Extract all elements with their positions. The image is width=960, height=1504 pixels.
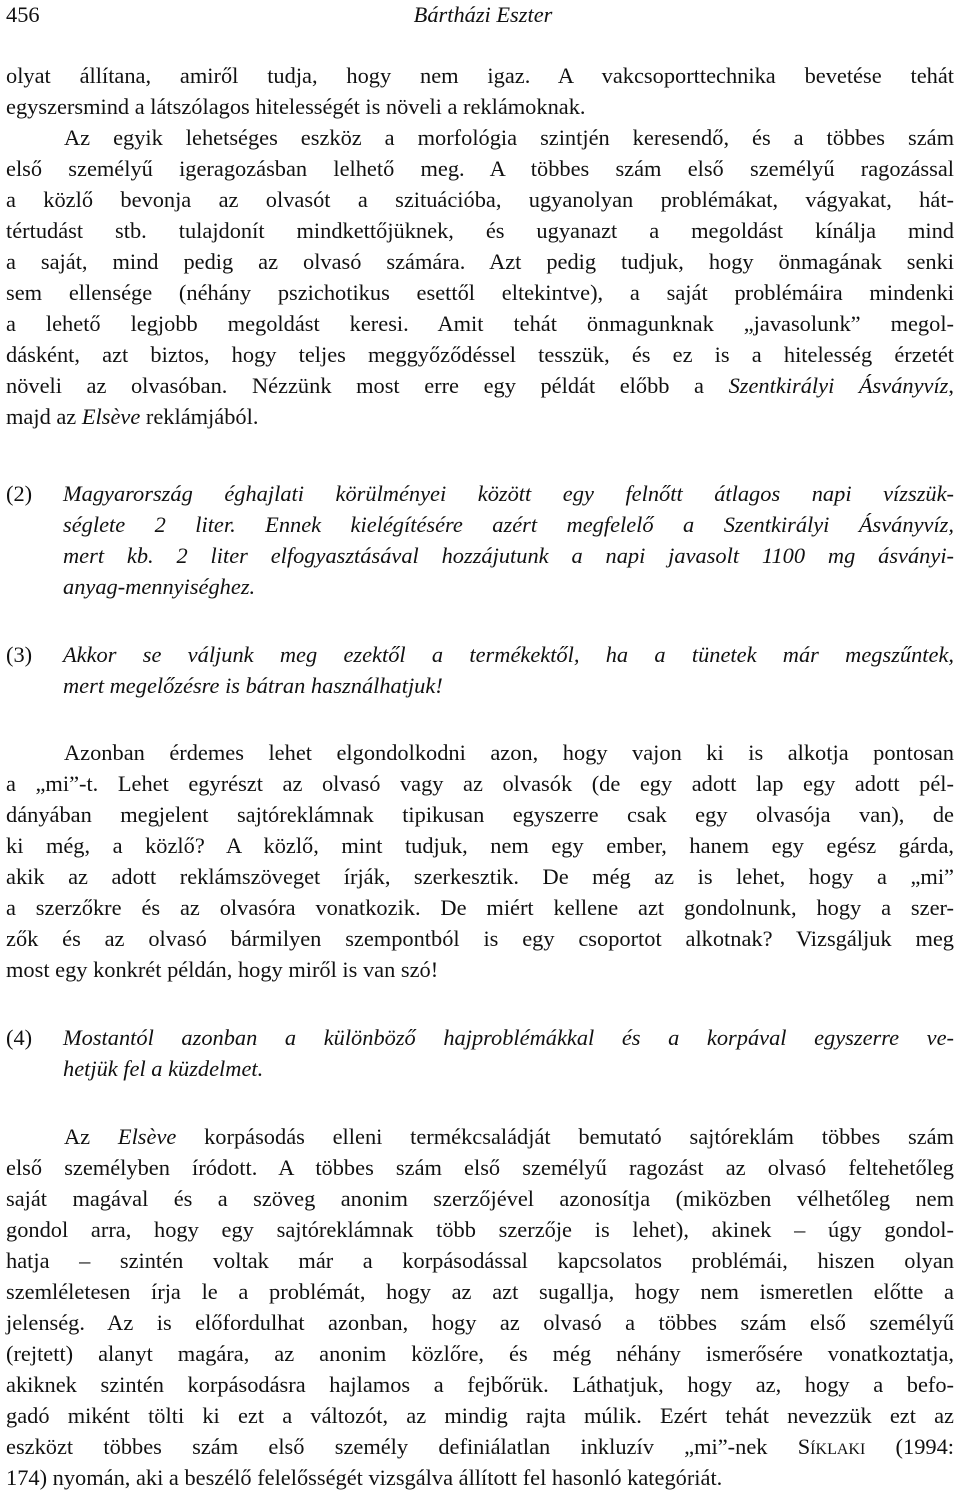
text-span: akiknek szintén korpásodásra hajlamos a fejbőrük. Láthatjuk, hogy az, hogy a befo- bbox=[6, 1372, 954, 1397]
example-number: (4) bbox=[6, 1025, 33, 1050]
italic-text: mert kb. 2 liter elfogyasztásával hozzájutunk a napi javasolt 1100 mg ásványi- bbox=[63, 543, 954, 568]
text-line bbox=[6, 1276, 954, 1307]
text-line bbox=[6, 184, 954, 215]
text-line bbox=[6, 153, 954, 184]
text-line bbox=[6, 60, 954, 91]
text-line bbox=[6, 861, 954, 892]
text-line bbox=[6, 1214, 954, 1245]
text-line bbox=[63, 478, 954, 509]
text-line bbox=[6, 1431, 954, 1462]
text-line bbox=[6, 246, 954, 277]
running-head-author: Bártházi Eszter bbox=[413, 2, 553, 27]
text-line bbox=[6, 339, 954, 370]
italic-text: Magyarország éghajlati körülményei között egy felnőtt átlagos napi vízszük- bbox=[63, 481, 954, 506]
text-span: hatja – szintén voltak már a korpásodással kapcsolatos problémái, hiszen olyan bbox=[6, 1248, 954, 1273]
text-span: (1994: bbox=[865, 1434, 955, 1459]
italic-text: Mostantól azonban a különböző hajproblémákkal és a korpával egyszerre ve- bbox=[63, 1025, 954, 1050]
text-line bbox=[6, 1152, 954, 1183]
text-span: most egy konkrét példán, hogy miről is van szó! bbox=[6, 957, 439, 982]
text-span: zők és az olvasó bármilyen szempontból is egy csoportot alkotnak? Vizsgáljuk meg bbox=[6, 926, 954, 951]
text-line bbox=[63, 509, 954, 540]
text-span: Azonban érdemes lehet elgondolkodni azon, hogy vajon ki is alkotja pontosan bbox=[64, 740, 954, 765]
text-line bbox=[63, 639, 954, 670]
text-span: (rejtett) alanyt magára, az anonim közlőre, és még néhány ismerősére vonatkoztatja, bbox=[6, 1341, 954, 1366]
text-span: majd az bbox=[6, 404, 82, 429]
text-span: ki még, a közlő? A közlő, mint tudjuk, nem egy ember, hanem egy egész gárda, bbox=[6, 833, 954, 858]
text-line bbox=[6, 1307, 954, 1338]
text-span: dányában megjelent sajtóreklámnak tipikusan egyszerre csak egy olvasója van), de bbox=[6, 802, 954, 827]
text-line bbox=[6, 1462, 954, 1493]
text-span: Az bbox=[64, 1124, 118, 1149]
example-number: (3) bbox=[6, 642, 33, 667]
text-line bbox=[6, 954, 954, 985]
text-line bbox=[6, 277, 954, 308]
text-line bbox=[64, 1121, 954, 1152]
text-line bbox=[63, 540, 954, 571]
text-span: egyszersmind a látszólagos hitelességét is növeli a reklámoknak. bbox=[6, 94, 586, 119]
text-line bbox=[6, 91, 954, 122]
text-span: a szerzőkre és az olvasóra vonatkozik. De miért kellene azt gondolnunk, hogy a szer- bbox=[6, 895, 954, 920]
text-span: Az egyik lehetséges eszköz a morfológia szintjén keresendő, és a többes szám bbox=[64, 125, 954, 150]
text-span: saját magával és a szöveg anonim szerzőjével azonosítja (miközben vélhetőleg nem bbox=[6, 1186, 954, 1211]
text-span: sem ellensége (néhány pszichotikus esettől eltekintve), a saját problémáira mindenki bbox=[6, 280, 954, 305]
text-line bbox=[6, 215, 954, 246]
text-span: gadó miként tölti ki ezt a változót, az mindig rajta múlik. Ezért tehát nevezzük ezt az bbox=[6, 1403, 954, 1428]
text-line bbox=[6, 830, 954, 861]
text-line bbox=[64, 737, 954, 768]
text-line bbox=[63, 1022, 954, 1053]
italic-text: anyag-mennyiséghez. bbox=[63, 574, 256, 599]
text-line bbox=[6, 401, 954, 432]
text-span: eszközt többes szám első személy definiálatlan inkluzív „mi”-nek bbox=[6, 1434, 798, 1459]
example-number: (2) bbox=[6, 481, 33, 506]
text-span: első személyben íródott. A többes szám első személyű ragozást az olvasó feltehetőleg bbox=[6, 1155, 954, 1180]
text-line bbox=[6, 1400, 954, 1431]
text-line bbox=[63, 1053, 954, 1084]
text-span: a lehető legjobb megoldást keresi. Amit tehát önmagunknak „javasolunk” megol- bbox=[6, 311, 954, 336]
italic-text: Elsève bbox=[81, 404, 141, 429]
text-line bbox=[6, 923, 954, 954]
text-line bbox=[6, 1245, 954, 1276]
text-span: , bbox=[948, 373, 954, 398]
text-line bbox=[63, 670, 954, 701]
text-line bbox=[6, 799, 954, 830]
page-number: 456 bbox=[6, 2, 40, 27]
text-span: 174) nyomán, aki a beszélő felelősségét vizsgálva állított fel hasonló kategóriát. bbox=[6, 1465, 723, 1490]
text-span: gondol arra, hogy egy sajtóreklámnak több szerzője is lehet), akinek – úgy gondol- bbox=[6, 1217, 954, 1242]
text-span: korpásodás elleni termékcsaládját bemutató sajtóreklám többes szám bbox=[176, 1124, 954, 1149]
text-line bbox=[6, 1369, 954, 1400]
text-span: a saját, mind pedig az olvasó számára. Azt pedig tudjuk, hogy önmagának senki bbox=[6, 249, 954, 274]
text-span: reklámjából. bbox=[140, 404, 259, 429]
italic-text: Szentkirályi Ásványvíz bbox=[728, 373, 949, 398]
text-line bbox=[6, 1183, 954, 1214]
small-caps-text: Síklaki bbox=[797, 1434, 866, 1459]
text-span: növeli az olvasóban. Nézzünk most erre egy példát előbb a bbox=[6, 373, 729, 398]
text-span: a közlő bevonja az olvasót a szituációba, ugyanolyan problémákat, vágyakat, hát- bbox=[6, 187, 954, 212]
text-span: akik az adott reklámszöveget írják, szerkesztik. De még az is lehet, hogy a „mi” bbox=[6, 864, 954, 889]
text-line bbox=[6, 308, 954, 339]
italic-text: Akkor se váljunk meg ezektől a termékektől, ha a tünetek már megszűntek, bbox=[63, 642, 954, 667]
text-span: szemléletesen írja le a problémát, hogy az azt sugallja, hogy nem ismeretlen előtte a bbox=[6, 1279, 954, 1304]
text-span: tértudást stb. tulajdonít mindkettőjüknek, és ugyanazt a megoldást kínálja mind bbox=[6, 218, 954, 243]
italic-text: mert megelőzésre is bátran használhatjuk! bbox=[63, 673, 443, 698]
text-span: a „mi”-t. Lehet egyrészt az olvasó vagy az olvasók (de egy adott lap egy adott pél- bbox=[6, 771, 954, 796]
text-line bbox=[6, 892, 954, 923]
text-span: első személyű igeragozásban lelhető meg. A többes szám első személyű ragozással bbox=[6, 156, 954, 181]
text-line bbox=[63, 571, 954, 602]
text-line bbox=[64, 122, 954, 153]
text-line bbox=[6, 370, 954, 401]
text-line bbox=[6, 1338, 954, 1369]
text-line bbox=[6, 768, 954, 799]
text-span: olyat állítana, amiről tudja, hogy nem igaz. A vakcsoporttechnika bevetése tehát bbox=[6, 63, 954, 88]
text-span: dásként, azt biztos, hogy teljes meggyőződéssel tesszük, és ez is a hitelesség érzetét bbox=[6, 342, 954, 367]
italic-text: séglete 2 liter. Ennek kielégítésére azért megfelelő a Szentkirályi Ásványvíz, bbox=[63, 512, 954, 537]
text-span: jelenség. Az is előfordulhat azonban, hogy az olvasó a többes szám első személyű bbox=[6, 1310, 954, 1335]
italic-text: Elsève bbox=[117, 1124, 177, 1149]
italic-text: hetjük fel a küzdelmet. bbox=[63, 1056, 264, 1081]
